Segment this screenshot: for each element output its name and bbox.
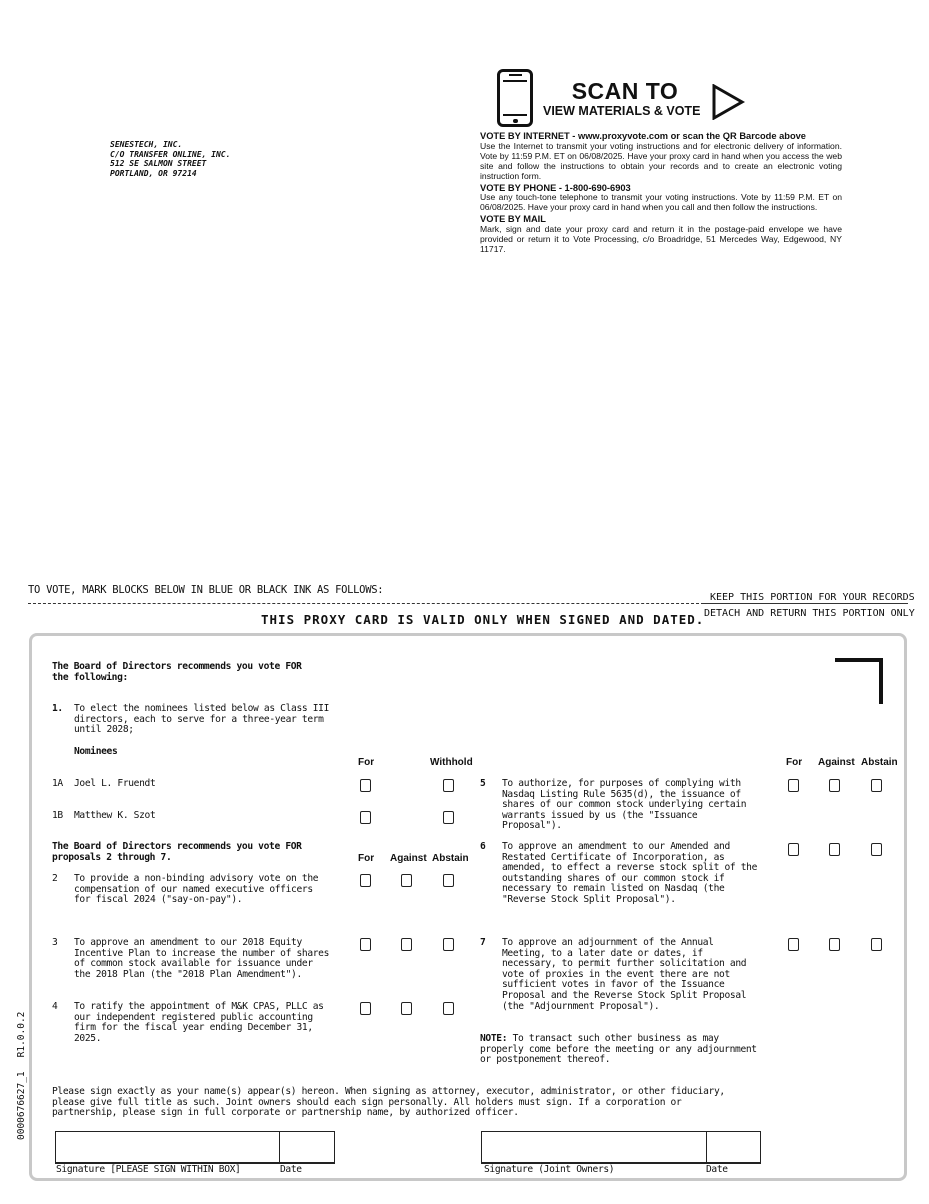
text-line: (the "Adjournment Proposal"). [502, 1000, 660, 1012]
proposal-4-for-checkbox[interactable] [360, 1002, 371, 1015]
scan-title: SCAN TO [571, 78, 679, 104]
text-line: To elect the nominees listed below as Class III [74, 703, 330, 714]
keep-portion-label: KEEP THIS PORTION FOR YOUR RECORDS [710, 592, 915, 603]
joint-signature-box[interactable] [481, 1131, 707, 1163]
text-line: The Board of Directors recommends you vote FOR [52, 841, 302, 852]
text-line: warrants issued by us (the "Issuance [502, 809, 698, 821]
nominee-1b-withhold-checkbox[interactable] [443, 811, 454, 824]
nominee-1a-name: Joel L. Fruendt [74, 778, 156, 789]
text-line: amended, to effect a reverse stock split of the [502, 862, 758, 874]
text-line: proposals 2 through 7. [52, 851, 172, 863]
phone-text: Use any touch-tone telephone to transmit your voting instructions. Vote by 11:59 P.M. ET on 06/08/2025. Have your proxy card in hand when you call and then follow the instructions. [480, 192, 842, 213]
proposal-5-text [502, 779, 746, 832]
revision-code: R1.0.0.2 [16, 1011, 27, 1058]
column-for: For [358, 757, 375, 768]
proposal-3-number: 3 [52, 937, 58, 948]
item-1-text [74, 704, 329, 736]
proposal-3-for-checkbox[interactable] [360, 938, 371, 951]
board-recommendation-2 [52, 842, 302, 863]
proposal-7-for-checkbox[interactable] [788, 938, 799, 951]
column-against: Against [390, 853, 427, 864]
text-line: To approve an amendment to our 2018 Equity [74, 937, 302, 948]
text-line: shares of our common stock underlying certain [502, 799, 747, 811]
text-line: directors, each to serve for a three-year term [74, 713, 324, 725]
nominee-1b-name: Matthew K. Szot [74, 810, 156, 821]
smartphone-icon [497, 69, 533, 127]
text-line: "Reverse Stock Split Proposal"). [502, 893, 676, 905]
nominee-1a-withhold-checkbox[interactable] [443, 779, 454, 792]
proposal-3-abstain-checkbox[interactable] [443, 938, 454, 951]
proposal-6-abstain-checkbox[interactable] [871, 843, 882, 856]
address-line: SENESTECH, INC. [110, 140, 183, 149]
joint-date-box[interactable] [706, 1131, 761, 1163]
text-line: Proposal and the Reverse Stock Split Proposal [502, 989, 747, 1001]
text-line: please give full title as such. Joint owners should each sign personally. All holders must sign. If a corporation or [52, 1096, 682, 1108]
text-line: To transact such other business as may [507, 1033, 719, 1044]
proposal-4-against-checkbox[interactable] [401, 1002, 412, 1015]
column-for: For [358, 853, 375, 864]
proposal-7-number: 7 [480, 937, 486, 948]
play-arrow-icon [711, 84, 745, 120]
proposal-5-for-checkbox[interactable] [788, 779, 799, 792]
text-line: vote of proxies in the event there are not [502, 968, 730, 980]
mail-text: Mark, sign and date your proxy card and return it in the postage-paid envelope we have provided or return it to Vote Processing, c/o Broadridge, 51 Mercedes Way, Edgewood, NY 11717. [480, 224, 842, 254]
column-for: For [786, 757, 803, 768]
nominee-1a-number: 1A [52, 778, 63, 789]
address-line: C/O TRANSFER ONLINE, INC. [110, 149, 231, 159]
internet-text: Use the Internet to transmit your voting instructions and for electronic delivery of information. Vote by 11:59 P.M. ET on 06/08/2025. Have your proxy card in hand when you access the web site and follow the instructions to obtain your records and to create an electronic voting instruction form. [480, 140, 842, 181]
text-line: of common stock available for issuance under [74, 958, 313, 970]
keep-underline [704, 603, 908, 604]
column-withhold: Withhold [430, 757, 473, 768]
proposal-3-text [74, 938, 329, 980]
note [480, 1034, 757, 1066]
nominee-1b-for-checkbox[interactable] [360, 811, 371, 824]
scan-subtitle: VIEW MATERIALS & VOTE [543, 104, 701, 118]
board-recommendation-1 [52, 662, 302, 683]
voting-instructions [480, 132, 842, 255]
proposal-4-number: 4 [52, 1001, 58, 1012]
date-box[interactable] [279, 1131, 335, 1163]
document-code [16, 1012, 27, 1140]
document-id: 0000676627_1 [16, 1071, 27, 1140]
proposal-2-abstain-checkbox[interactable] [443, 874, 454, 887]
proposal-5-against-checkbox[interactable] [829, 779, 840, 792]
text-line: To authorize, for purposes of complying with [502, 778, 741, 789]
text-line: necessary, to permit further solicitation and [502, 958, 747, 970]
text-line: partnership, please sign in full corporate or partnership name, by authorized officer. [52, 1107, 519, 1119]
text-line: To approve an amendment to our Amended and [502, 841, 730, 852]
proposal-2-number: 2 [52, 873, 58, 884]
signature-label: Signature [PLEASE SIGN WITHIN BOX] [56, 1164, 241, 1175]
proposal-6-against-checkbox[interactable] [829, 843, 840, 856]
proposal-6-number: 6 [480, 841, 486, 852]
signature-box[interactable] [55, 1131, 280, 1163]
text-line: necessary to remain listed on Nasdaq (the [502, 883, 725, 895]
proposal-2-against-checkbox[interactable] [401, 874, 412, 887]
text-line: for fiscal 2024 ("say-on-pay"). [74, 894, 243, 906]
date-label: Date [280, 1164, 302, 1175]
text-line: Meeting, to a later date or dates, if [502, 947, 703, 959]
internet-heading: VOTE BY INTERNET - www.proxyvote.com or scan the QR Barcode above [480, 131, 806, 141]
text-line: our independent registered public accounting [74, 1011, 313, 1023]
proposal-5-abstain-checkbox[interactable] [871, 779, 882, 792]
text-line: firm for the fiscal year ending December 31, [74, 1022, 313, 1034]
proposal-7-text [502, 938, 746, 1012]
text-line: 2025. [74, 1032, 102, 1044]
nominees-label: Nominees [74, 746, 118, 757]
nominee-1a-for-checkbox[interactable] [360, 779, 371, 792]
nominee-1b-number: 1B [52, 810, 63, 821]
text-line: compensation of our named executive officers [74, 883, 313, 895]
text-line: sufficient votes in favor of the Issuance [502, 979, 725, 991]
text-line: Proposal"). [502, 820, 562, 832]
proposal-3-against-checkbox[interactable] [401, 938, 412, 951]
text-line: Restated Certificate of Incorporation, as [502, 851, 725, 863]
proposal-6-for-checkbox[interactable] [788, 843, 799, 856]
note-label: NOTE: [480, 1033, 508, 1044]
proposal-5-number: 5 [480, 778, 486, 789]
joint-signature-label: Signature (Joint Owners) [484, 1164, 615, 1175]
proposal-7-abstain-checkbox[interactable] [871, 938, 882, 951]
mail-heading: VOTE BY MAIL [480, 214, 546, 225]
text-line: To approve an adjournment of the Annual [502, 937, 714, 948]
text-line: until 2028; [74, 724, 134, 736]
detach-line [28, 603, 704, 604]
detach-portion-label: DETACH AND RETURN THIS PORTION ONLY [704, 608, 915, 619]
text-line: Please sign exactly as your name(s) appear(s) hereon. When signing as attorney, executor, administrator, or other fiduciary, [52, 1086, 725, 1097]
text-line: the following: [52, 671, 128, 683]
text-line: or postponement thereof. [480, 1054, 611, 1066]
text-line: Nasdaq Listing Rule 5635(d), the issuance of [502, 788, 741, 800]
address-line: PORTLAND, OR 97214 [110, 168, 197, 178]
text-line: To provide a non-binding advisory vote on the [74, 873, 319, 884]
phone-heading: VOTE BY PHONE - 1-800-690-6903 [480, 182, 631, 193]
column-abstain: Abstain [432, 853, 469, 864]
column-against: Against [818, 757, 855, 768]
text-line: To ratify the appointment of M&K CPAS, PLLC as [74, 1001, 324, 1012]
address-line: 512 SE SALMON STREET [110, 159, 207, 168]
proposal-6-text [502, 842, 757, 906]
text-line: the 2018 Plan (the "2018 Plan Amendment"). [74, 968, 302, 980]
text-line: outstanding shares of our common stock if [502, 872, 725, 884]
joint-date-label: Date [706, 1164, 728, 1175]
signing-instructions [52, 1087, 725, 1119]
proposal-2-text [74, 874, 318, 906]
return-address [110, 140, 230, 178]
proposal-2-for-checkbox[interactable] [360, 874, 371, 887]
proposal-4-abstain-checkbox[interactable] [443, 1002, 454, 1015]
mark-instructions: TO VOTE, MARK BLOCKS BELOW IN BLUE OR BLACK INK AS FOLLOWS: [28, 584, 384, 596]
text-line: properly come before the meeting or any adjournment [480, 1043, 757, 1055]
validity-notice: THIS PROXY CARD IS VALID ONLY WHEN SIGNED AND DATED. [261, 612, 705, 627]
text-line: Incentive Plan to increase the number of shares [74, 947, 330, 959]
proposal-4-text [74, 1002, 324, 1044]
proposal-7-against-checkbox[interactable] [829, 938, 840, 951]
column-abstain: Abstain [861, 757, 898, 768]
text-line: The Board of Directors recommends you vote FOR [52, 661, 302, 672]
corner-mark [835, 658, 883, 704]
item-1-number: 1. [52, 703, 63, 714]
